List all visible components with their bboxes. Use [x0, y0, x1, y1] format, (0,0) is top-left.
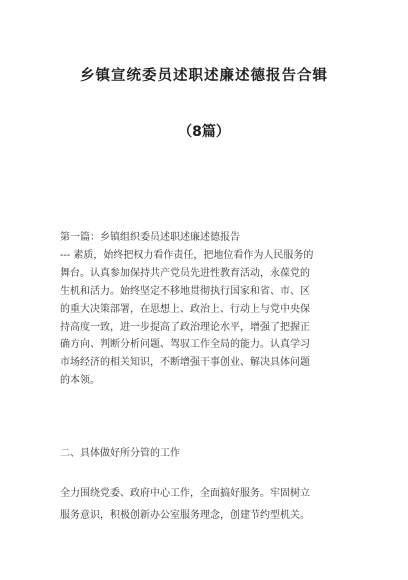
body-line: 服务意识，积极创新办公室服务理念，创建节约型机关。 — [60, 510, 310, 521]
section-two — [60, 483, 360, 527]
body-line: 确方向、判断分析问题、驾驭工作全局的能力。认真学习 — [60, 339, 310, 351]
document-subtitle: （8篇） — [178, 124, 230, 140]
section-one-heading: 第一篇：乡镇组织委员述职述廉述德报告 — [60, 232, 240, 243]
body-line: 的重大决策部署，在思想上、政治上、行动上与党中央保 — [60, 303, 310, 315]
section-one — [60, 229, 360, 390]
document-title: 乡镇宣统委员述职述廉述德报告合辑 — [80, 68, 328, 84]
body-line: --- 素质，始终把权力看作责任，把地位看作为人民服务的 — [60, 249, 314, 261]
body-line: 舞台。认真参加保持共产党员先进性教育活动，永葆党的 — [60, 267, 310, 279]
body-line: 全力围绕党委、政府中心工作，全面搞好服务。牢固树立 — [60, 488, 310, 499]
section-one-paragraph — [60, 229, 360, 390]
body-line: 的本领。 — [60, 375, 100, 387]
body-line: 市场经济的相关知识，不断增强干事创业、解决具体问题 — [60, 357, 310, 369]
body-line: 生机和活力。始终坚定不移地贯彻执行国家和省、市、区 — [60, 285, 310, 297]
section-two-heading: 二、具体做好所分管的工作 — [60, 448, 180, 459]
body-line: 持高度一致，进一步提高了政治理论水平，增强了把握正 — [60, 321, 310, 333]
